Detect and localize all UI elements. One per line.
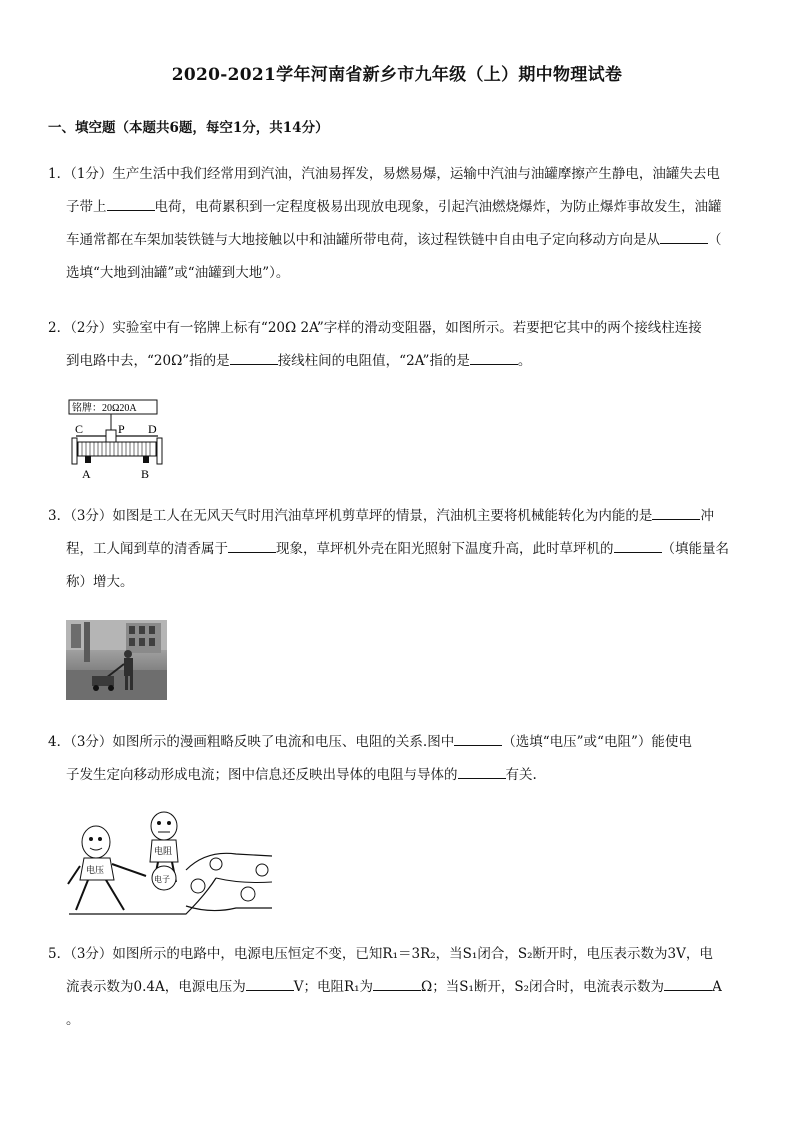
question-1: 1．（1分）生产生活中我们经常用到汽油，汽油易挥发，易燃易爆，运输中汽油与油罐摩擦产生静电，油罐失去电 子带上 电荷，电荷累积到一定程度极易出现放电现象，引起汽油燃烧爆炸，为防止爆炸事故发生，油罐 车通常都在车架加装铁链与大地接触以中和油罐所带电荷，该过程铁链中自由电子定向移动方向是从 （ 选填“大地到油罐”或“油罐到大地”）。 [48, 166, 722, 281]
terminal-a-label: A [82, 467, 91, 481]
lawn-mower-scene [66, 620, 167, 700]
voltage-character-head [82, 826, 110, 858]
answer-blank[interactable] [454, 731, 502, 746]
question-number: 1． [48, 166, 71, 182]
page-title: 2020-2021学年河南省新乡市九年级（上）期中物理试卷 [171, 65, 623, 85]
voltage-label: 电压 [86, 866, 105, 876]
answer-blank[interactable] [614, 538, 662, 553]
nameplate-text: 铭牌：20Ω20A [72, 403, 137, 414]
answer-blank[interactable] [664, 976, 712, 991]
lawn-mower-photo [66, 620, 167, 700]
terminal-d-label: D [148, 422, 157, 436]
answer-blank[interactable] [230, 350, 278, 365]
answer-blank[interactable] [470, 350, 518, 365]
answer-blank[interactable] [458, 764, 506, 779]
resistance-label: 电阻 [154, 847, 173, 857]
question-number: 4． [48, 734, 71, 750]
answer-blank[interactable] [373, 976, 421, 991]
question-4: 4．（3分）如图所示的漫画粗略反映了电流和电压、电阻的关系.图中 （选填“电压”或“电阻”）能使电 子发生定向移动形成电流；图中信息还反映出导体的电阻与导体的 有关. [48, 726, 748, 792]
answer-blank[interactable] [660, 229, 708, 244]
question-5: 5．（3分）如图所示的电路中，电源电压恒定不变，已知R₁＝3R₂，当S₁闭合，S₂断开时，电压表示数为3V，电 流表示数为0.4A，电源电压为 V；电阻R₁为 Ω；当S₁断开，S₂闭合时，电流表示数为 A 。 [48, 946, 722, 1028]
answer-blank[interactable] [652, 505, 700, 520]
resistance-character-head [151, 812, 177, 840]
answer-blank[interactable] [246, 976, 294, 991]
coil [78, 442, 156, 456]
question-2: 2．（2分）实验室中有一铭牌上标有“20Ω 2A”字样的滑动变阻器，如图所示。若要把它其中的两个接线柱连接 到电路中去，“20Ω”指的是 接线柱间的电阻值，“2A”指的是 。 [48, 320, 702, 369]
question-number: 3． [48, 508, 71, 524]
answer-blank[interactable] [228, 538, 276, 553]
question-number: 5． [48, 946, 71, 962]
terminal-c-label: C [75, 422, 84, 436]
answer-blank[interactable] [107, 196, 155, 211]
question-number: 2． [48, 320, 71, 336]
rheostat-figure [66, 398, 166, 484]
terminal-b-label: B [141, 467, 150, 481]
question-3: 3．（3分）如图是工人在无风天气时用汽油草坪机剪草坪的情景，汽油机主要将机械能转化为内能的是 冲 程，工人闻到草的清香属于 现象，草坪机外壳在阳光照射下温度升高，此时草坪机的 （填能量名 称）增大。 [48, 500, 748, 599]
section-heading: 一、填空题（本题共6题，每空1分，共14分） [48, 120, 329, 136]
slider-p-label: P [118, 422, 125, 436]
slider [106, 430, 116, 442]
electron-label: 电子 [154, 875, 170, 884]
current-cartoon-figure [66, 810, 272, 920]
